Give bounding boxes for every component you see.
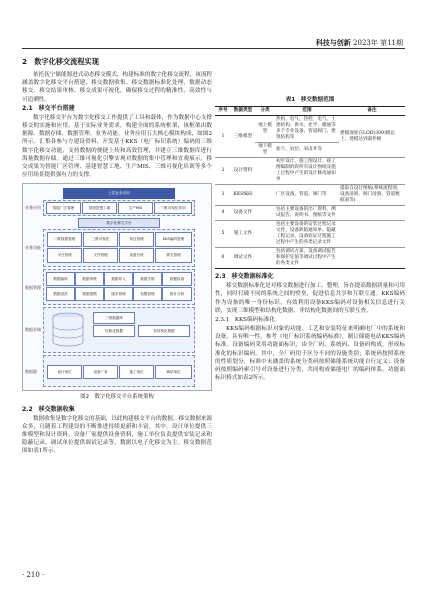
- platform-title: 数字化移交平台: [78, 218, 160, 228]
- cell-class: [255, 221, 275, 248]
- cell-no: 6: [215, 248, 231, 269]
- storage-3: 非结构化数据: [138, 325, 190, 337]
- right-column: [215, 94, 405, 382]
- cell-type: 设备文件: [231, 206, 255, 221]
- journal-name: 科技与创新: [315, 39, 351, 47]
- issue-label: 2023年 第11期: [353, 39, 403, 47]
- function-label: 业务功能: [25, 245, 41, 251]
- cell-note: [339, 158, 405, 185]
- cell-type: KKS编码: [231, 185, 255, 206]
- cell-type: 调试文件: [231, 248, 255, 269]
- business-label: 业务应用: [25, 205, 41, 211]
- architecture-figure: [22, 183, 212, 391]
- mgmt-8: 版本管理: [104, 287, 133, 301]
- page-header: [0, 38, 427, 48]
- function-3: 项目管理: [119, 232, 154, 247]
- section-2-3-text: 移交数据标准化是对移交数据进行加工、整理，旨在提高数据质量和可用性，同时打破不同的系统之间的壁垒，促进信息共享和互联互通。KKS编码作为设备的唯一身份标识，有效利用设备KKS编码对设备相关信息进行关联，实现三维模型和结构化数据、非结构化数据间的互联互查。: [215, 283, 406, 314]
- header-class: 分类: [255, 107, 275, 116]
- table-row: [215, 116, 405, 143]
- function-5: 平台管理: [47, 248, 82, 263]
- cell-class: [255, 248, 275, 269]
- function-4: KKS编码管理: [155, 232, 192, 247]
- cell-type: 设计资料: [231, 158, 255, 185]
- top-item-2: 基建智慧工地: [82, 202, 117, 214]
- cell-note: [339, 206, 405, 221]
- function-6: 文件管理: [83, 248, 118, 263]
- cell-scope: 初步设计、施工图设计、竣工图编制阶段所有设计图纸及施工过程中产生的设计修改通知单: [275, 158, 339, 185]
- cell-scope: 盐穴、岩层、采卤井等: [275, 143, 339, 158]
- cell-class: 地下模型: [255, 143, 275, 158]
- source-3: 施工单位: [119, 365, 154, 379]
- mgmt-6: 数据清洗: [46, 287, 75, 301]
- section-2-heading: 2 数字化移交流程实现: [22, 57, 99, 66]
- section-2-3-heading: 2.3 移交数据标准化: [215, 273, 274, 281]
- cell-no: 1: [215, 116, 231, 158]
- table-row: [215, 158, 405, 185]
- cell-scope: 包括主要设备的安装过程记录文件，设备缺陷通知单、隐蔽工程记录，设备验证过程施工过程中产生的各类记录文件: [275, 221, 339, 248]
- cell-note: 提取自设计图纸(系统流程图、设备清册、阀门清册、管道数据表等): [339, 185, 405, 206]
- header-type: 数据类型: [231, 107, 255, 116]
- storage-2: 结构化数据: [93, 325, 135, 337]
- source-2: 设备厂家: [83, 365, 118, 379]
- mgmt-5: 数据检索: [162, 272, 192, 286]
- mgmt-3: 数据导入: [104, 272, 133, 286]
- mgmt-4: 数据关联: [133, 272, 162, 286]
- cell-scope: 包括调试方案，设备调试报告和保护定值等调试过程中产生的各类文件: [275, 248, 339, 269]
- database-icon: [51, 312, 85, 348]
- table-row: [215, 221, 405, 248]
- cell-scope: 厂区设备、管道、阀门等: [275, 185, 339, 206]
- page-number: · 210 ·: [22, 571, 45, 579]
- header-note: 备注: [339, 107, 405, 116]
- section-2-intro: 依托抚宁储能源进式动态移交模式，构建标准的数字化移交流程，该流程涵盖数字化移交平台搭建、移交数据收集、移交数据标准化处理、数据动态移交、移交结果审核、移交成果可视化，确保移交过程的精准性、高效性与可追溯性。: [22, 72, 213, 103]
- table-row: [215, 185, 405, 206]
- function-8: 移交管理: [155, 248, 192, 263]
- data-scope-table: [215, 106, 405, 269]
- function-1: 二维数据管理: [47, 232, 82, 247]
- storage-label: 数据存储: [25, 327, 41, 333]
- storage-1: 三维数据库: [93, 312, 135, 324]
- cell-class: [255, 206, 275, 221]
- function-7: 设备台账: [119, 248, 154, 263]
- header-no: 序号: [215, 107, 231, 116]
- cell-scope: 包括主要设备的出厂资料，测试报告、说明书、图纸等文件: [275, 206, 339, 221]
- left-column: [22, 57, 212, 456]
- cell-class: [255, 158, 275, 185]
- top-item-1: 智能厂区管理: [46, 202, 81, 214]
- header-rule: [22, 48, 405, 49]
- cell-scope: 热机、电气、热控、电气、土建结构、供水、化学、暖通等多个专业设备、管道阀门、建筑结构等: [275, 116, 339, 143]
- cell-no: 3: [215, 185, 231, 206]
- top-item-4: 三维可视化培训: [154, 202, 192, 214]
- source-1: 设计单位: [47, 365, 82, 379]
- top-business-bar: 上层业务应用: [63, 188, 175, 199]
- section-2-1-text: 数字化移交平台为数字化移交工作提供了工具和载体，作为数据中心支撑移交的实施和应用。基于实际业务需求，构建全面的系统框架，该框架由数据源、数据存储、数据管理、业务功能、业务应用五大核心模块构成，如图2所示。汇集各参与方建设资料，开发基于KKS（电厂标识系统）编码的三维数字化移交功能，支持数据的便捷上传和高效管理，并建立三维数据库进行海量数据存储。通过三维可视化引擎实现对数据的集中管理和直观展示，移交成果为智能厂区管理、基建智慧工地、生产MIS、三维可视化培训等多个应用场景提供强有力的支撑。: [22, 114, 213, 179]
- cell-note: [339, 221, 405, 248]
- source-label: 数据源: [25, 369, 37, 375]
- table-header-row: [215, 107, 405, 116]
- section-2-2-text: 数据收集是数字化移交的基础，以此构建移交平台的数据。移交数据来源众多，且随着工程建设的不断推进持续更新和丰富。其中，设计单位提供三维模型和设计资料，设备厂家提供设备资料，施工单位负责提供安装记录和隐蔽记录，调试单位提供调试记录等，数据以电子化移交为主。移交数据范围如表1所示。: [22, 415, 213, 455]
- cell-note: 建模深度在LOD(300)级以上，建模达到部件级: [339, 116, 405, 158]
- mgmt-10: 统计分析: [162, 287, 192, 301]
- cell-type: 三维模型: [231, 116, 255, 158]
- table-row: [215, 206, 405, 221]
- mgmt-7: 数据建模: [75, 287, 104, 301]
- mgmt-1: 数据编码: [46, 272, 75, 286]
- cell-no: 5: [215, 221, 231, 248]
- mgmt-label: 数据管理: [25, 285, 41, 291]
- mgmt-2: 数据审核: [75, 272, 104, 286]
- section-2-1-heading: 2.1 移交平台搭建: [22, 104, 75, 112]
- cell-class: [255, 185, 275, 206]
- cell-no: 4: [215, 206, 231, 221]
- table-caption: 表1 移交数据范围: [285, 97, 335, 103]
- section-2-3-1-text: KKS编码根据标识对象的功能、工艺和安装特征来明确电厂中的系统和设备，具有唯一性。参考《电厂标识系统编码标准》，制订储能电站KKS编码标准。设备编码采用功能面标识，由全厂码、系统码、设备码构成，形成标准化的标识编码。其中，全厂码用于区分不同的设施类别；系统码按照系统的性质划分，标准中未涵盖的系统分类码按照储能系统功能自行定义；设备码按照编码索引号对设备进行分类，共同构成储能电厂的编码体系。功能面标识格式如表2所示。: [215, 326, 405, 382]
- cell-no: 2: [215, 158, 231, 185]
- source-4: 调试单位: [155, 365, 192, 379]
- cell-class: 地上模型: [255, 116, 275, 143]
- cell-type: 施工文件: [231, 221, 255, 248]
- header-scope: 范围: [275, 107, 339, 116]
- top-item-3: 生产MIS: [118, 202, 153, 214]
- function-2: 三维可视化: [83, 232, 118, 247]
- mgmt-9: 权限管理: [133, 287, 162, 301]
- section-2-3-1-heading: 2.3.1 KKS编码标准化: [215, 317, 275, 324]
- cell-note: [339, 248, 405, 269]
- table-row: [215, 248, 405, 269]
- section-2-2-heading: 2.2 移交数据收集: [22, 405, 75, 413]
- figure-caption: 图2 数字化移交平台系统架构: [80, 394, 154, 401]
